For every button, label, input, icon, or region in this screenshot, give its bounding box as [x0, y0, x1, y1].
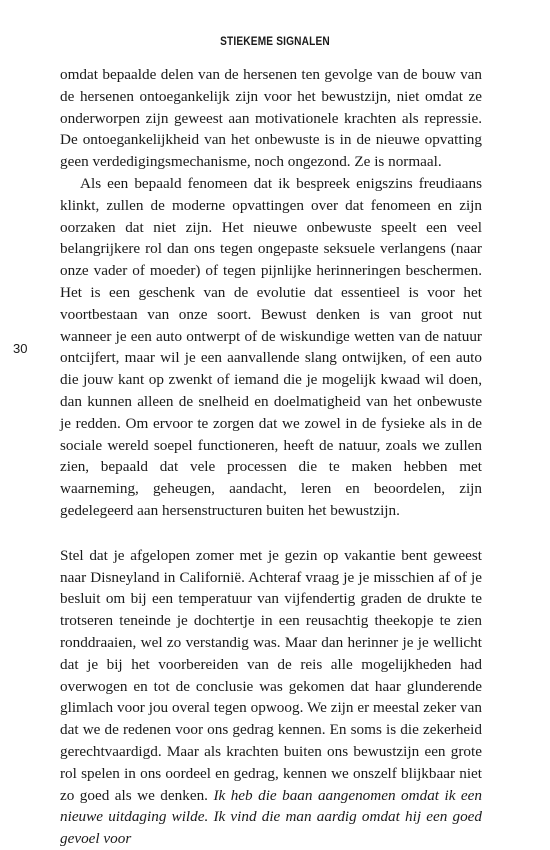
paragraph-continuation: omdat bepaalde delen van de hersenen ten gevolge van de bouw van de hersenen ontoegankelijk zijn voor het bewustzijn, niet omdat ze onderworpen zijn geweest aan motivationele krachten als repressie. De ontoegankelijkheid van het onbewuste is in de nieuwe opvatting geen verdedigingsmechanisme, noch ongezond. Ze is normaal.	[60, 66, 482, 171]
body-text	[60, 64, 482, 850]
page-number: 30	[13, 341, 28, 356]
paragraph-disneyland-text: Stel dat je afgelopen zomer met je gezin op vakantie bent geweest naar Disneyland in Californië. Achteraf vraag je je misschien af of je besluit om bij een temperatuur van vijfendertig graden de drukte te trotseren teneinde je dochtertje in een reusachtig theekopje te zien ronddraaien, wel zo verstandig was. Maar dan herinner je je wellicht dat je bij het voorbereiden van de reis alle mogelijkheden had overwogen en tot de conclusie was gekomen dat haar glunderende glimlach voor jou overal tegen opwoog. We zijn er meestal zeker van dat we de redenen voor ons gedrag kennen. En soms is die zekerheid gerechtvaardigd. Maar als krachten buiten ons bewustzijn een grote rol spelen in ons oordeel en gedrag, kennen we onszelf blijkbaar niet zo goed als we denken.	[60, 546, 482, 804]
running-head-title: STIEKEME SIGNALEN	[220, 36, 330, 48]
paragraph-disneyland-italic: Ik heb die baan aangenomen omdat ik een nieuwe uitdaging wilde. Ik vind die man aardig omdat hij een goed gevoel voor	[60, 786, 482, 848]
paragraph-disneyland	[60, 545, 482, 850]
paragraph-new-unconscious: Als een bepaald fenomeen dat ik bespreek enigszins freudiaans klinkt, zullen de moderne opvattingen over dat fenomeen en zijn oorzaken dat niet zijn. Het nieuwe onbewuste speelt een veel belangrijkere rol dan ons tegen ongepaste seksuele verlangens (naar onze vader of moeder) of tegen pijnlijke herinneringen beschermen. Het is een geschenk van de evolutie dat essentieel is voor het voortbestaan van onze soort. Bewust denken is van groot nut wanneer je een auto ontwerpt of de wiskundige wetten van de natuur ontcijfert, maar wil je een aanvallende slang ontwijken, of een auto die jouw kant op zwenkt of iemand die je mogelijk kwaad wil doen, dan kunnen alleen de snelheid en doelmatigheid van het onbewuste je redden. Om ervoor te zorgen dat we zowel in de fysieke als in de sociale wereld soepel functioneren, heeft de natuur, zoals we zullen zien, bepaald dat vele processen die te maken hebben met waarneming, geheugen, aandacht, leren en beoordelen, zijn gedelegeerd aan hersenstructuren buiten het bewustzijn.	[60, 174, 482, 519]
